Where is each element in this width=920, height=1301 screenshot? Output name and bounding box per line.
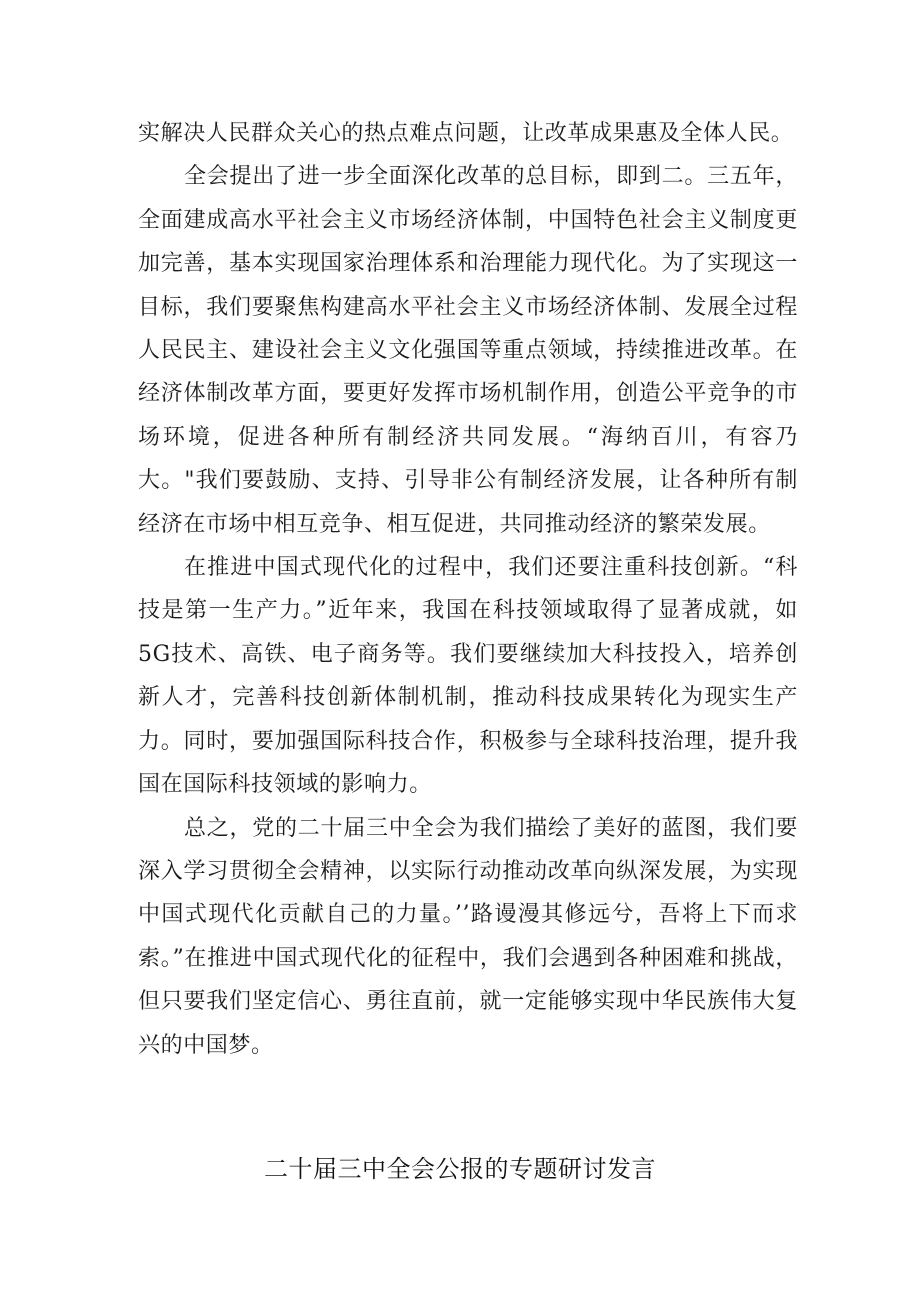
section-title: 二十届三中全会公报的专题研讨发言 (264, 1155, 656, 1183)
paragraph-continuation: 实解决人民群众关心的热点难点问题，让改革成果惠及全体人民。 (138, 121, 794, 146)
paragraph-conclusion: 总之，党的二十届三中全会为我们描绘了美好的蓝图，我们要深入学习贯彻全会精神，以实际行动推动改革向纵深发展，为实现中国式现代化贡献自己的力量。’’路谩漫其修远兮，吾将上下而求索。”在推进中国式现代化的征程中，我们会遇到各种困难和挑战，但只要我们坚定信心、勇往直前，就一定能够实现中华民族伟大复兴的中国梦。 (138, 815, 798, 1058)
document-body (138, 112, 798, 1067)
paragraph-reform-goal: 全会提出了进一步全面深化改革的总目标，即到二。三五年，全面建成高水平社会主义市场经济体制，中国特色社会主义制度更加完善，基本实现国家治理体系和治理能力现代化。为了实现这一目标，我们要聚焦构建高水平社会主义市场经济体制、发展全过程人民民主、建设社会主义文化强国等重点领域，持续推进改革。在经济体制改革方面，要更好发挥市场机制作用，创造公平竞争的市场环境，促进各种所有制经济共同发展。“海纳百川，有容乃大。"我们要鼓励、支持、引导非公有制经济发展，让各种所有制经济在市场中相互竞争、相互促进，共同推动经济的繁荣发展。 (138, 164, 798, 537)
paragraph-tech-innovation: 在推进中国式现代化的过程中，我们还要注重科技创新。“科技是第一生产力。”近年来，我国在科技领域取得了显著成就，如5G技术、高铁、电子商务等。我们要继续加大科技投入，培养创新人才，完善科技创新体制机制，推动科技成果转化为现实生产力。同时，要加强国际科技合作，积极参与全球科技治理，提升我国在国际科技领域的影响力。 (138, 555, 798, 798)
